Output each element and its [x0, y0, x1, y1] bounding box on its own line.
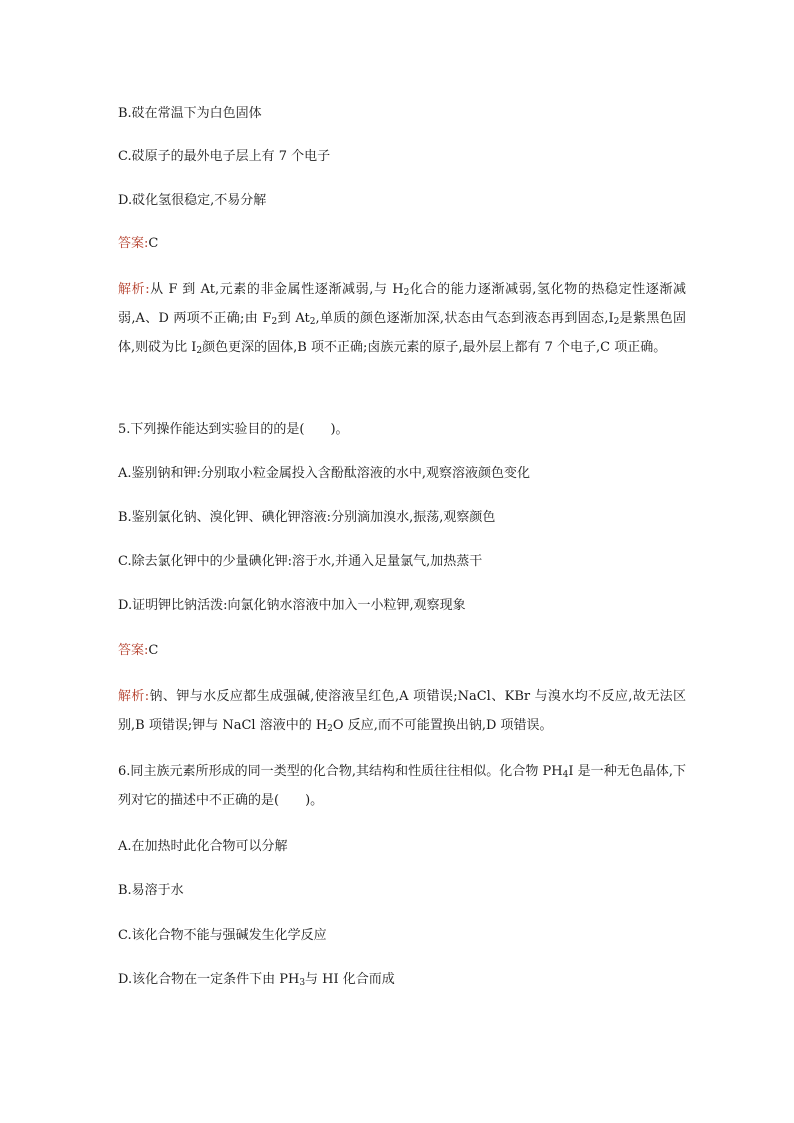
q4-option-b: B.砹在常温下为白色固体 [118, 106, 262, 121]
q5-answer-label: 答案: [118, 643, 149, 658]
q5-analysis-text-1: 钠、钾与水反应都生成强碱,使溶液呈红色,A 项错误;NaCl、KBr 与溴水均不反应,故无法区别,B 项错误;钾与 NaCl 溶液中的 H [118, 689, 686, 733]
q4-analysis [118, 275, 686, 362]
q6-option-d-text-1: D.该化合物在一定条件下由 PH [118, 972, 300, 987]
q6-option-d [118, 969, 686, 991]
q6-option-d-text-2: 与 HI 化合而成 [305, 972, 395, 987]
q4-option-d: D.砹化氢很稳定,不易分解 [118, 193, 267, 208]
q4-option-c: C.砹原子的最外电子层上有 7 个电子 [118, 149, 331, 164]
q4-analysis-text-2: 化合的能力逐渐减弱,氢化物的热稳定性逐渐减弱,A、D 两项不正确;由 F [118, 282, 686, 326]
q5-answer-value: C [148, 643, 159, 658]
q5-option-b: B.鉴别氯化钠、溴化钾、碘化钾溶液:分别滴加溴水,振荡,观察颜色 [118, 510, 496, 525]
q6-option-d-sub-1: 3 [299, 978, 306, 988]
q5-analysis-label: 解析: [118, 689, 150, 704]
q4-analysis-sub-4: 2 [613, 317, 620, 327]
q5-option-a: A.鉴别钠和钾:分别取小粒金属投入含酚酞溶液的水中,观察溶液颜色变化 [118, 466, 531, 481]
q6-option-a: A.在加热时此化合物可以分解 [118, 839, 288, 854]
q4-analysis-text-1: 从 F 到 At,元素的非金属性逐渐减弱,与 H [149, 282, 404, 297]
q6-option-c: C.该化合物不能与强碱发生化学反应 [118, 928, 327, 943]
q4-analysis-sub-3: 2 [309, 317, 316, 327]
q5-option-d: D.证明钾比钠活泼:向氯化钠水溶液中加入一小粒钾,观察现象 [118, 598, 466, 613]
q5-analysis-sub-1: 2 [327, 724, 333, 734]
q5-stem: 5.下列操作能达到实验目的的是( )。 [118, 422, 349, 437]
q4-analysis-sub-2: 2 [271, 317, 278, 327]
q6-stem-text-2: I 是一种无色晶体,下列对它的描述中不正确的是( )。 [118, 764, 686, 808]
q4-analysis-text-5: 是紫黑色固体,则砹为比 I [118, 311, 686, 355]
q4-analysis-text-3: 到 At [277, 311, 310, 326]
q4-analysis-text-4: ,单质的颜色逐渐加深,状态由气态到液态再到固态,I [315, 311, 614, 326]
q6-stem-text-1: 6.同主族元素所形成的同一类型的化合物,其结构和性质往往相似。化合物 PH [118, 764, 563, 779]
q4-answer-value: C [148, 236, 159, 251]
q4-answer [118, 233, 686, 255]
q6-stem [118, 757, 686, 815]
q6-stem-sub-1: 4 [562, 770, 569, 780]
q5-analysis [118, 682, 686, 740]
q4-analysis-sub-1: 2 [403, 288, 410, 298]
q5-analysis-text-2: O 反应,而不可能置换出钠,D 项错误。 [332, 718, 553, 733]
q4-analysis-sub-5: 2 [196, 346, 203, 356]
q5-option-c: C.除去氯化钾中的少量碘化钾:溶于水,并通入足量氯气,加热蒸干 [118, 554, 483, 569]
q5-answer [118, 640, 686, 662]
q6-option-b: B.易溶于水 [118, 883, 184, 898]
q4-analysis-label: 解析: [118, 282, 150, 297]
q4-analysis-text-6: 颜色更深的固体,B 项不正确;卤族元素的原子,最外层上都有 7 个电子,C 项正确。 [202, 340, 667, 355]
q4-answer-label: 答案: [118, 236, 149, 251]
